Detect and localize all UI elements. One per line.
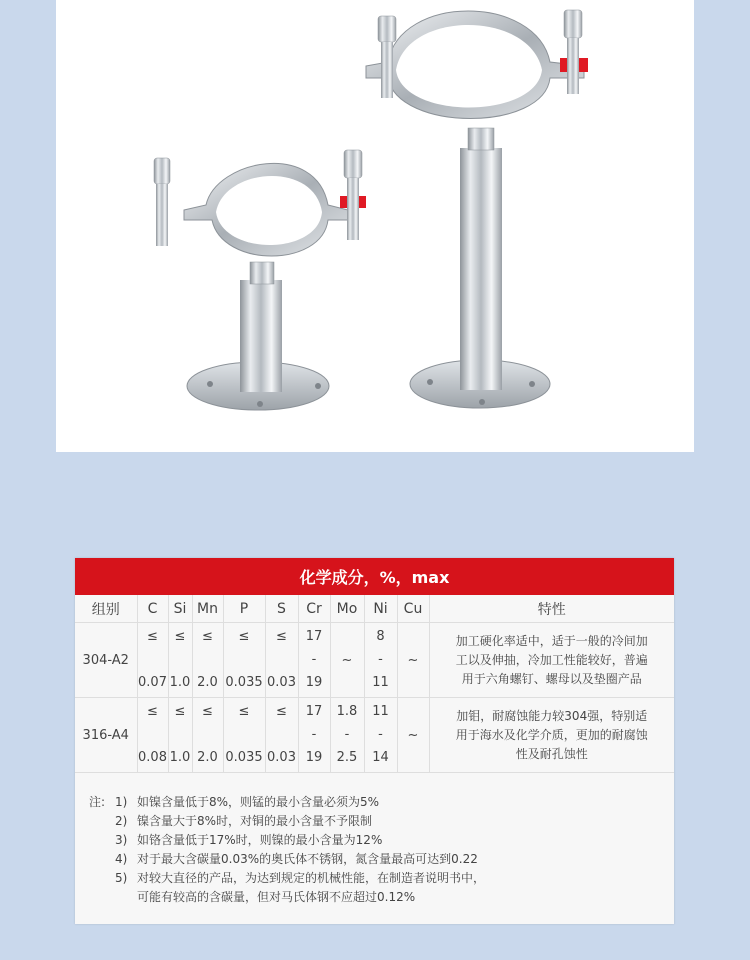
note-item: 5) 对较大直径的产品，为达到规定的机械性能，在制造者说明书中， [115,871,486,885]
cell-property: 加工硬化率适中，适于一般的冷间加 工以及伸抽，冷加工性能较好，普遍 用于六角螺钉、螺母以及垫圈产品 [429,623,674,698]
cell-ni: 8 - 11 [364,623,397,698]
pipe-clamp-illustration [56,0,694,452]
header-p: P [223,595,265,623]
note-item: 2) 镍含量大于8%时，对铜的最小含量不予限制 [115,814,373,828]
header-cu: Cu [397,595,429,623]
header-mo: Mo [330,595,364,623]
table-header-row [75,595,674,623]
cell-mo: 1.8 - 2.5 [330,698,364,773]
small-clamp [154,150,366,410]
note-item-continuation: 可能有较高的含碳量，但对马氏体钢不应超过0.12% [137,890,416,904]
table-row [75,623,674,698]
cell-s: ≤ 0.03 [265,698,298,773]
cell-c: ≤ 0.08 [137,698,168,773]
cell-cr: 17 - 19 [298,698,330,773]
header-ni: Ni [364,595,397,623]
header-si: Si [168,595,192,623]
tall-clamp [366,10,588,408]
composition-table [75,595,674,773]
cell-c: ≤ 0.07 [137,623,168,698]
header-mn: Mn [192,595,223,623]
cell-mo: ~ [330,623,364,698]
cell-si: ≤ 1.0 [168,623,192,698]
header-group: 组别 [75,595,137,623]
notes-prefix: 注: [89,795,106,809]
cell-cu: ~ [397,623,429,698]
chemical-composition-card [75,558,674,924]
product-photo [56,0,694,452]
cell-mn: ≤ 2.0 [192,623,223,698]
cell-cr: 17 - 19 [298,623,330,698]
table-row [75,698,674,773]
table-title: 化学成分，%，max [75,558,674,595]
header-c: C [137,595,168,623]
cell-cu: ~ [397,698,429,773]
notes-section [75,773,674,907]
cell-group: 316-A4 [75,698,137,773]
cell-si: ≤ 1.0 [168,698,192,773]
note-item: 注: 1) 如镍含量低于8%，则锰的最小含量必须为5% [89,793,674,812]
header-property: 特性 [429,595,674,623]
cell-property: 加钼，耐腐蚀能力较304强，特别适 用于海水及化学介质，更加的耐腐蚀 性及耐孔蚀性 [429,698,674,773]
cell-group: 304-A2 [75,623,137,698]
cell-p: ≤ 0.035 [223,623,265,698]
note-item: 3) 如铬含量低于17%时，则镍的最小含量为12% [115,833,383,847]
cell-ni: 11 - 14 [364,698,397,773]
note-item: 4) 对于最大含碳量0.03%的奥氏体不锈钢，氮含量最高可达到0.22 [115,852,478,866]
cell-s: ≤ 0.03 [265,623,298,698]
cell-mn: ≤ 2.0 [192,698,223,773]
header-s: S [265,595,298,623]
cell-p: ≤ 0.035 [223,698,265,773]
header-cr: Cr [298,595,330,623]
